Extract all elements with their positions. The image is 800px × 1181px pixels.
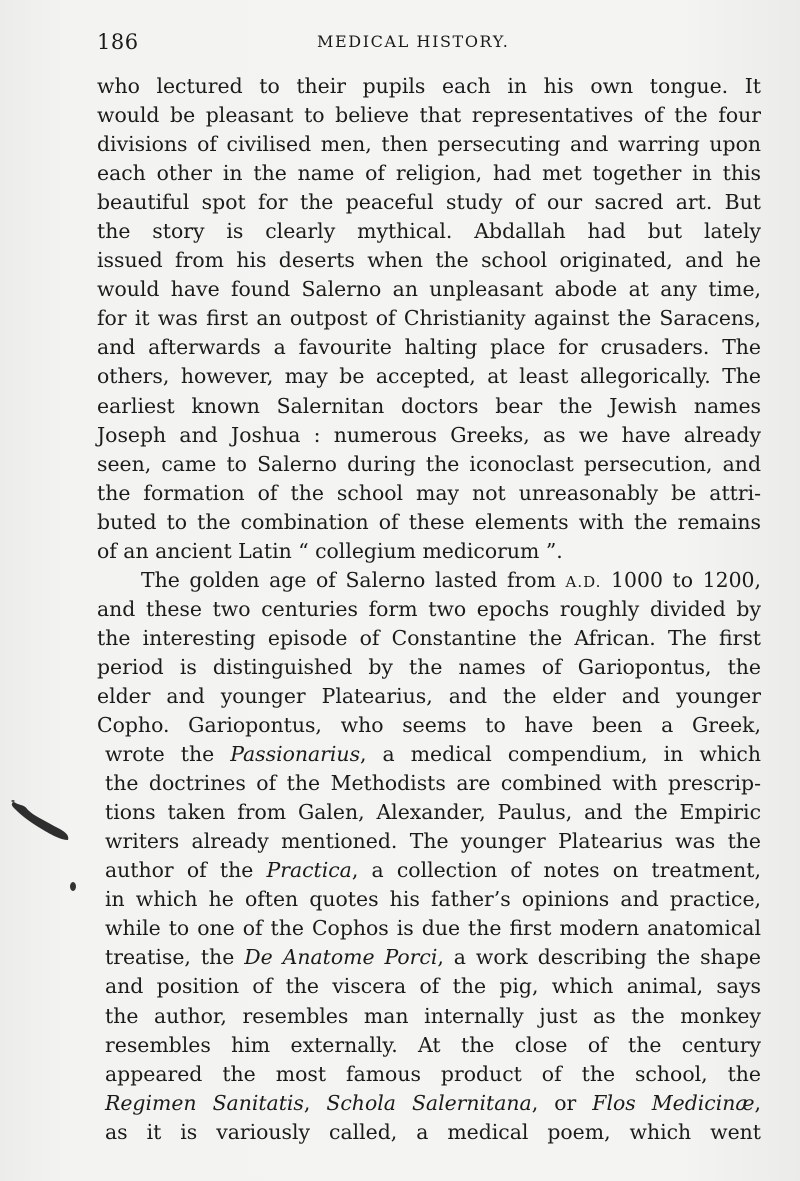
text-run: wrote the <box>105 742 231 767</box>
text-line: who lectured to their pupils each in his own tongue. It <box>97 74 761 98</box>
text-line: seen, came to Salerno during the iconoclast persecution, and <box>97 451 761 476</box>
text-line: resembles him externally. At the close of the century <box>105 1032 761 1057</box>
text-line: tions taken from Galen, Alexander, Paulus, and the Empiric <box>105 800 761 825</box>
text-line: earliest known Salernitan doctors bear the Jewish names <box>97 393 761 418</box>
text-line: Joseph and Joshua : numerous Greeks, as we have already <box>97 422 761 447</box>
text-line: divisions of civilised men, then persecuting and warring upon <box>97 132 761 157</box>
text-line: the formation of the school may not unreasonably be attri- <box>97 480 761 505</box>
page-header <box>97 30 769 58</box>
text-run: , a collection of notes on treatment, <box>351 858 761 883</box>
ink-smudge <box>10 800 72 842</box>
text-run: , or <box>531 1090 593 1115</box>
text-line: and position of the viscera of the pig, which animal, says <box>105 974 761 999</box>
era-abbreviation: A.D. <box>565 572 602 591</box>
book-title: Flos Medicinæ <box>592 1090 755 1115</box>
paragraph-start-line <box>97 566 761 595</box>
text-line: buted to the combination of these elements with the remains <box>97 509 761 534</box>
text-run: , a work describing the shape <box>437 945 761 970</box>
text-line: the interesting episode of Constantine the African. The first <box>97 625 761 650</box>
text-run: The golden age of Salerno lasted from <box>141 567 566 592</box>
text-line: and these two centuries form two epochs roughly divided by <box>97 596 761 621</box>
text-run: author of the <box>105 858 267 883</box>
text-line: the story is clearly mythical. Abdallah had but lately <box>97 219 761 244</box>
text-line: each other in the name of religion, had met together in this <box>97 161 761 186</box>
text-line: Copho. Gariopontus, who seems to have been a Greek, <box>97 713 761 738</box>
text-line <box>97 943 761 972</box>
book-title: Regimen Sanitatis <box>105 1090 304 1115</box>
text-line: would be pleasant to believe that representatives of the four <box>97 103 761 128</box>
text-run: , <box>303 1090 327 1115</box>
text-line <box>97 1089 761 1118</box>
text-line: for it was first an outpost of Christianity against the Saracens, <box>97 306 761 331</box>
text-line: appeared the most famous product of the school, the <box>105 1061 761 1086</box>
running-head: MEDICAL HISTORY. <box>317 32 510 51</box>
paragraph-end-line: of an ancient Latin “ collegium medicorum ”. <box>97 538 563 563</box>
text-line: others, however, may be accepted, at least allegorically. The <box>97 364 761 389</box>
text-run: treatise, the <box>105 945 245 970</box>
text-run: 1000 to 1200, <box>601 567 762 592</box>
text-line: writers already mentioned. The younger Platearius was the <box>105 829 761 854</box>
text-run: , <box>754 1090 761 1115</box>
text-line: would have found Salerno an unpleasant abode at any time, <box>97 277 761 302</box>
text-run: , a medical compendium, in which <box>360 742 761 767</box>
ink-spot <box>70 882 76 891</box>
text-line: in which he often quotes his father’s opinions and practice, <box>105 887 761 912</box>
text-line: the doctrines of the Methodists are combined with prescrip- <box>105 771 761 796</box>
body-text <box>97 72 761 1147</box>
text-line: issued from his deserts when the school originated, and he <box>97 248 761 273</box>
book-title: Practica <box>266 858 352 883</box>
book-title: De Anatome Porci <box>244 945 438 970</box>
text-line: period is distinguished by the names of Gariopontus, the <box>97 654 761 679</box>
text-line: as it is variously called, a medical poem, which went <box>105 1119 761 1144</box>
text-line <box>97 856 761 885</box>
text-line: and afterwards a favourite halting place for crusaders. The <box>97 335 761 360</box>
text-line: while to one of the Cophos is due the first modern anatomical <box>105 916 761 941</box>
book-title: Passionarius <box>230 742 361 767</box>
text-line: elder and younger Platearius, and the elder and younger <box>97 683 761 708</box>
page-number: 186 <box>97 30 139 54</box>
text-line: beautiful spot for the peaceful study of our sacred art. But <box>97 190 761 215</box>
text-line <box>97 740 761 769</box>
book-title: Schola Salernitana <box>326 1090 532 1115</box>
text-line: the author, resembles man internally just as the monkey <box>105 1003 761 1028</box>
